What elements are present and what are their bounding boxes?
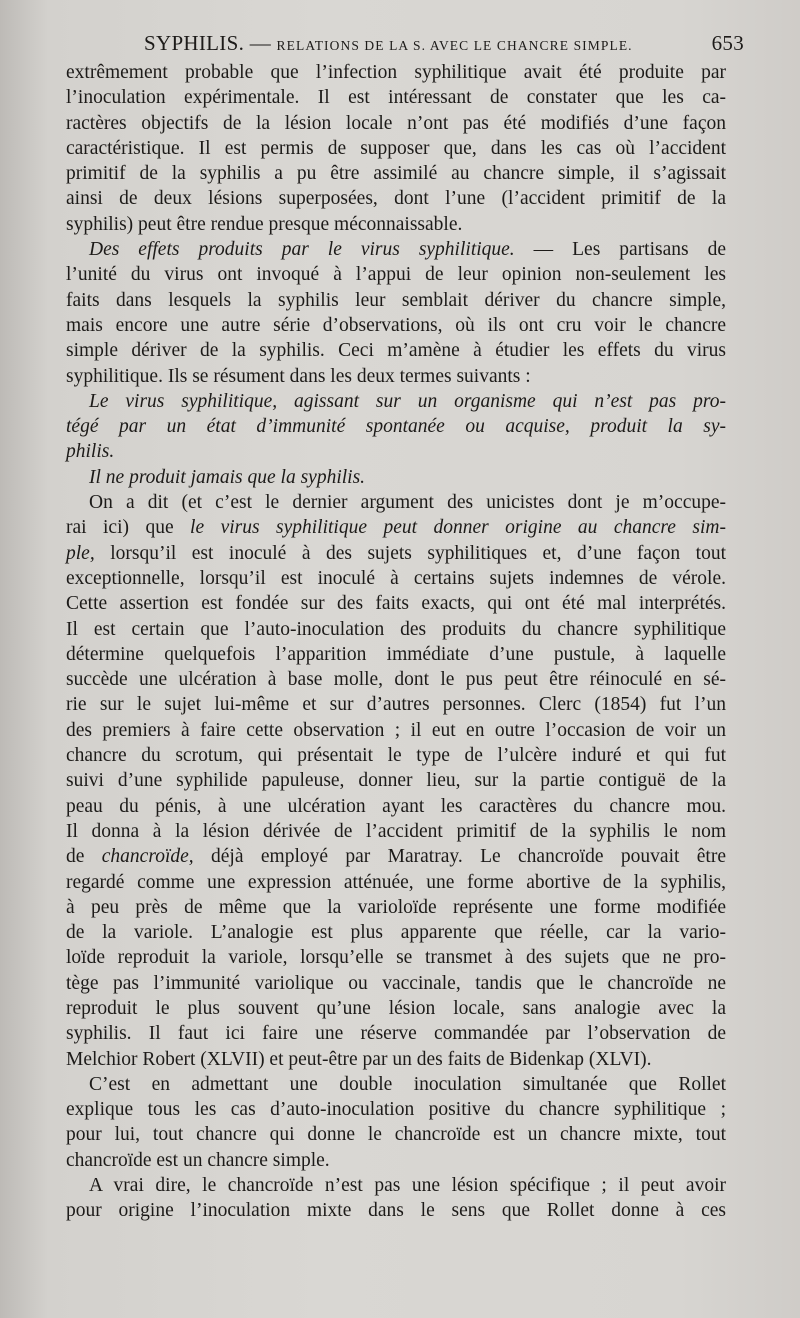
text-line: [66, 161, 726, 186]
text-span: syphilis) peut être rendue presque méconnaissable.: [66, 213, 463, 235]
text-line: [66, 642, 726, 667]
text-line: [66, 85, 726, 110]
text-line: [66, 465, 726, 490]
text-line: [66, 186, 726, 211]
italic-text: ple,: [66, 542, 95, 564]
text-span: l’inoculation expérimentale. Il est intéressant de constater que les ca-: [66, 87, 726, 109]
text-line: [66, 515, 726, 540]
text-span: syphilis. Il faut ici faire une réserve commandée par l’observation de: [66, 1023, 726, 1045]
text-span: mais encore une autre série d’observations, où ils ont cru voir le chancre: [66, 314, 726, 336]
text-line: [66, 237, 726, 262]
text-line: [66, 490, 726, 515]
text-span: rai ici) que: [66, 517, 191, 539]
text-span: reproduit le plus souvent qu’une lésion locale, sans analogie avec la: [66, 997, 726, 1019]
text-line: [66, 617, 726, 642]
text-span: On a dit (et c’est le dernier argument des unicistes dont je m’occupe-: [89, 492, 726, 514]
text-line: [66, 768, 726, 793]
text-span: primitif de la syphilis a pu être assimilé au chancre simple, il s’agissait: [66, 163, 726, 185]
text-span: caractéristique. Il est permis de supposer que, dans les cas où l’accident: [66, 137, 726, 159]
text-span: de la variole. L’analogie est plus apparente que réelle, car la vario-: [66, 922, 726, 944]
text-line: [66, 111, 726, 136]
text-line: [66, 136, 726, 161]
text-line: [66, 692, 726, 717]
header-dash: —: [244, 31, 277, 55]
text-line: [66, 1198, 726, 1223]
text-span: de: [66, 846, 102, 868]
text-span: l’unité du virus ont invoqué à l’appui de leur opinion non-seulement les: [66, 264, 726, 286]
text-line: [66, 1173, 726, 1198]
text-span: extrêmement probable que l’infection syphilitique avait été produite par: [66, 62, 726, 83]
page-number: 653: [711, 31, 744, 55]
text-line: [66, 667, 726, 692]
text-line: [66, 1072, 726, 1097]
text-line: [66, 338, 726, 363]
text-span: déjà employé par Maratray. Le chancroïde pouvait être: [193, 846, 726, 868]
text-line: [66, 819, 726, 844]
text-line: [66, 288, 726, 313]
text-line: [66, 895, 726, 920]
body-text: [66, 60, 726, 1224]
text-span: Il est certain que l’auto-inoculation des produits du chancre syphilitique: [66, 618, 726, 640]
text-line: [66, 313, 726, 338]
text-line: [66, 566, 726, 591]
italic-text: chancroïde,: [101, 846, 194, 868]
text-line: [66, 262, 726, 287]
italic-text: Des effets produits par le virus syphilitique.: [89, 239, 515, 261]
text-line: [66, 743, 726, 768]
text-span: faits dans lesquels la syphilis leur semblait dériver du chancre simple,: [66, 289, 726, 311]
text-span: loïde reproduit la variole, lorsqu’elle se transmet à des sujets que ne pro-: [66, 947, 726, 969]
text-span: A vrai dire, le chancroïde n’est pas une lésion spécifique ; il peut avoir: [89, 1175, 726, 1197]
text-line: [66, 794, 726, 819]
text-span: explique tous les cas d’auto-inoculation positive du chancre syphilitique ;: [66, 1099, 726, 1121]
text-line: [66, 389, 726, 414]
text-span: suivi d’une syphilide papuleuse, donner lieu, sur la partie contiguë de la: [66, 770, 726, 792]
text-line: [66, 541, 726, 566]
text-line: [66, 1122, 726, 1147]
text-line: [66, 971, 726, 996]
text-span: lorsqu’il est inoculé à des sujets syphilitiques et, d’une façon tout: [94, 542, 726, 564]
text-line: [66, 1148, 726, 1173]
text-span: regardé comme une expression atténuée, une forme abortive de la syphilis,: [66, 871, 726, 893]
text-line: [66, 439, 726, 464]
text-line: [66, 591, 726, 616]
text-span: chancroïde est un chancre simple.: [66, 1149, 330, 1171]
text-line: [66, 945, 726, 970]
text-span: peau du pénis, à une ulcération ayant les caractères du chancre mou.: [66, 795, 726, 817]
text-span: ractères objectifs de la lésion locale n’ont pas été modifiés d’une façon: [66, 112, 726, 134]
text-span: tège pas l’immunité variolique ou vaccinale, tandis que le chancroïde ne: [66, 972, 726, 994]
text-line: [66, 870, 726, 895]
text-span: chancre du scrotum, qui présentait le type de l’ulcère induré et qui fut: [66, 745, 726, 767]
text-line: [66, 1097, 726, 1122]
text-line: [66, 920, 726, 945]
header-subtitle: RELATIONS DE LA S. AVEC LE CHANCRE SIMPLE.: [276, 38, 633, 53]
italic-text: Le virus syphilitique, agissant sur un organisme qui n’est pas pro-: [89, 390, 726, 412]
text-span: C’est en admettant une double inoculation simultanée que Rollet: [89, 1073, 726, 1095]
text-line: [66, 1047, 726, 1072]
text-line: [66, 996, 726, 1021]
text-span: ainsi de deux lésions superposées, dont l’une (l’accident primitif de la: [66, 188, 726, 210]
text-span: Il donna à la lésion dérivée de l’accident primitif de la syphilis le nom: [66, 820, 726, 842]
italic-text: philis.: [66, 441, 115, 463]
text-line: [66, 718, 726, 743]
italic-text: le virus syphilitique peut donner origine au chancre sim-: [190, 517, 726, 539]
text-span: exceptionnelle, lorsqu’il est inoculé à certains sujets indemnes de vérole.: [66, 567, 726, 589]
text-line: [66, 1021, 726, 1046]
text-line: [66, 60, 726, 85]
text-line: [66, 364, 726, 389]
text-span: — Les partisans de: [514, 239, 726, 261]
text-span: détermine quelquefois l’apparition immédiate d’une pustule, à laquelle: [66, 643, 726, 665]
text-line: [66, 414, 726, 439]
text-line: [66, 212, 726, 237]
text-span: pour origine l’inoculation mixte dans le sens que Rollet donne à ces: [66, 1200, 726, 1222]
italic-text: tégé par un état d’immunité spontanée ou acquise, produit la sy-: [66, 416, 726, 438]
text-span: simple dériver de la syphilis. Ceci m’amène à étudier les effets du virus: [66, 340, 726, 362]
running-head: [144, 28, 633, 61]
italic-text: Il ne produit jamais que la syphilis.: [89, 466, 366, 488]
text-line: [66, 844, 726, 869]
text-span: à peu près de même que la varioloïde représente une forme modifiée: [66, 896, 726, 918]
text-span: syphilitique. Ils se résument dans les deux termes suivants :: [66, 365, 531, 387]
text-span: Cette assertion est fondée sur des faits exacts, qui ont été mal interprétés.: [66, 593, 726, 615]
text-span: succède une ulcération à base molle, dont le pus peut être réinoculé en sé-: [66, 669, 726, 691]
text-span: pour lui, tout chancre qui donne le chancroïde est un chancre mixte, tout: [66, 1124, 726, 1146]
text-span: des premiers à faire cette observation ; il eut en outre l’occasion de voir un: [66, 719, 726, 741]
text-span: Melchior Robert (XLVII) et peut-être par un des faits de Bidenkap (XLVI).: [66, 1048, 652, 1070]
header-title: SYPHILIS.: [144, 31, 245, 55]
text-span: rie sur le sujet lui-même et sur d’autres personnes. Clerc (1854) fut l’un: [66, 694, 726, 716]
running-header: [144, 28, 744, 58]
